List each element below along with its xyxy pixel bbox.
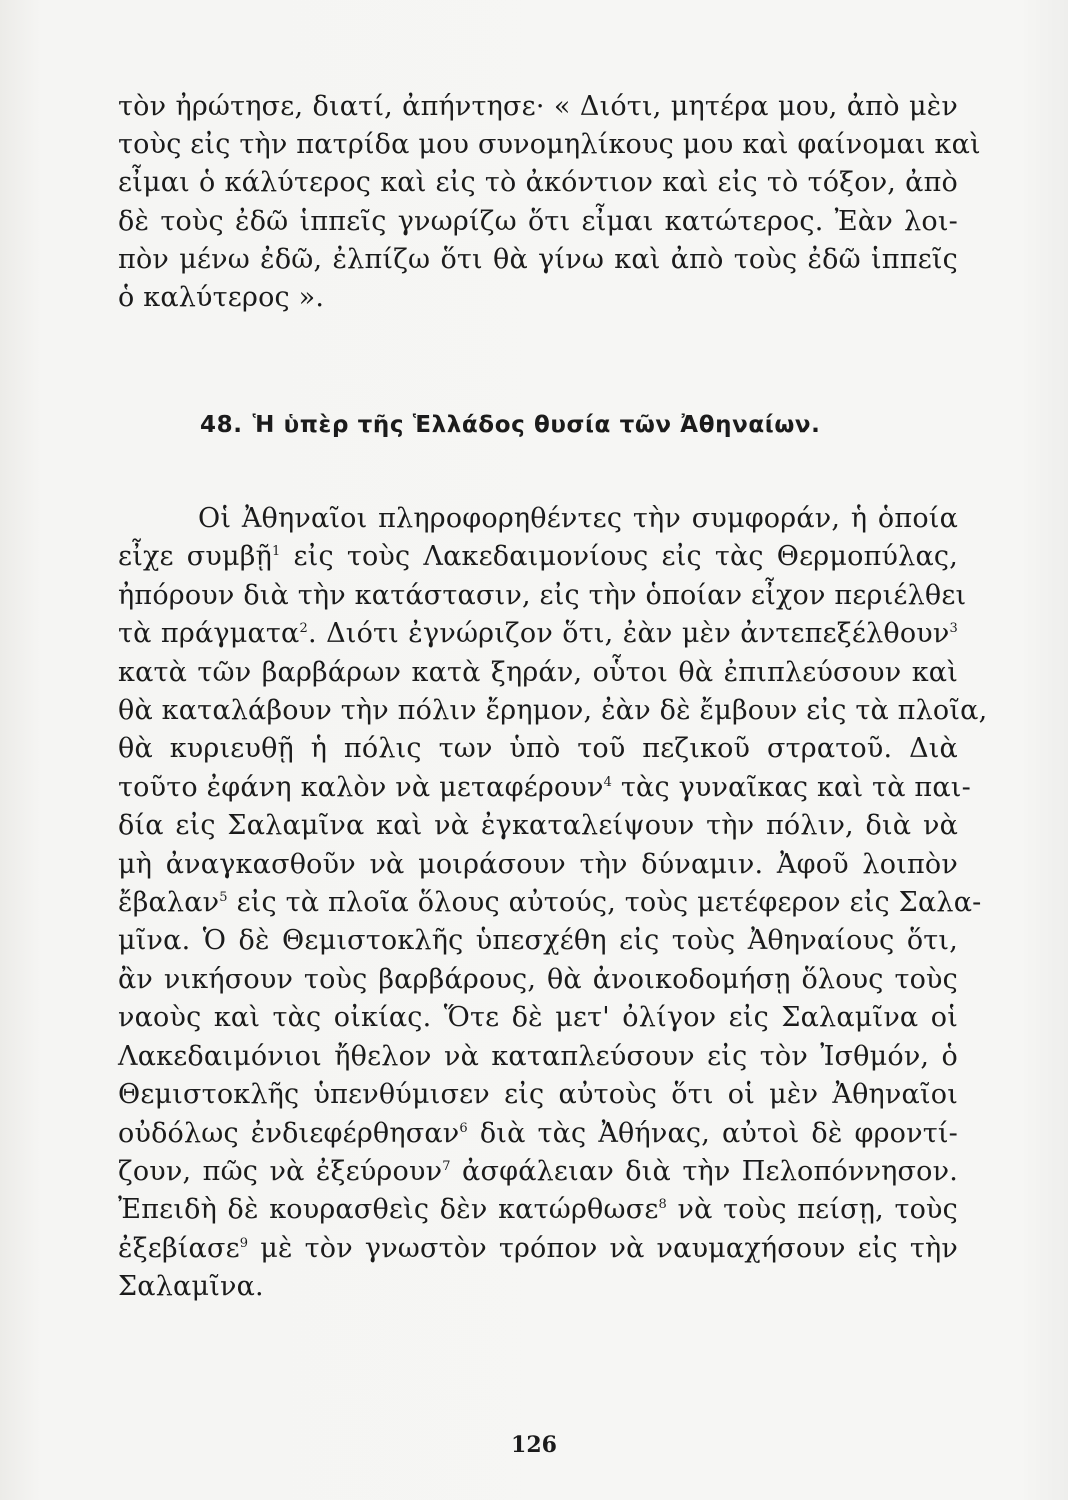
text-line (118, 846, 958, 884)
text-run: μὲ τὸν γνωστὸν τρόπον νὰ ναυμαχήσουν εἰς τὴν (248, 1232, 958, 1264)
footnote-marker: 2 (299, 621, 308, 637)
text-line: τὸν ἠρώτησε, διατί, ἀπήντησε· « Διότι, μητέρα μου, ἀπὸ μὲν (118, 91, 958, 122)
footnote-marker: 6 (459, 1120, 468, 1136)
paragraph-continued (118, 88, 981, 317)
section-title: Ἡ ὑπὲρ τῆς Ἑλλάδος θυσία τῶν Ἀθηναίων. (252, 412, 821, 438)
text-run: Σαλαμῖνα. (118, 1271, 264, 1303)
text-line: εἶμαι ὁ κάλύτερος καὶ εἰς τὸ ἀκόντιον καὶ εἰς τὸ τόξον, ἀπὸ (118, 167, 958, 199)
text-run: ἔβαλαν (118, 887, 220, 919)
text-run: δία εἰς Σαλαμῖνα καὶ νὰ ἐγκαταλείψουν τὴν πόλιν, διὰ νὰ (118, 810, 958, 842)
text-run: θὰ κυριευθῇ ἡ πόλις των ὑπὸ τοῦ πεζικοῦ στρατοῦ. Διὰ (118, 733, 958, 765)
text-run: κατὰ τῶν βαρβάρων κατὰ ξηράν, οὗτοι θὰ ἐπιπλεύσουν καὶ (118, 656, 958, 688)
text-run: Ἐπειδὴ δὲ κουρασθεὶς δὲν κατώρθωσε (118, 1194, 659, 1226)
text-run: ναοὺς καὶ τὰς οἰκίας. Ὅτε δὲ μετ' ὀλίγον εἰς Σαλαμῖνα οἱ (118, 1002, 958, 1034)
text-line (118, 1268, 958, 1306)
text-run: οὐδόλως ἐνδιεφέρθησαν (118, 1117, 460, 1149)
text-run: ἀσφάλειαν διὰ τὴν Πελοπόννησον. (450, 1155, 958, 1187)
text-run: ἠπόρουν διὰ τὴν κατάστασιν, εἰς τὴν ὁποίαν εἶχον περιέλθει (118, 579, 967, 611)
text-run: μῖνα. Ὁ δὲ Θεμιστοκλῆς ὑπεσχέθη εἰς τοὺς Ἀθηναίους ὅτι, (118, 925, 958, 957)
text-line (118, 807, 958, 845)
text-run: Λακεδαιμόνιοι ἤθελον νὰ καταπλεύσουν εἰς τὸν Ἰσθμόν, ὁ (118, 1040, 958, 1072)
text-line (118, 1191, 958, 1229)
text-line: τοὺς εἰς τὴν πατρίδα μου συνομηλίκους μου καὶ φαίνομαι καὶ (118, 129, 981, 161)
text-line (118, 577, 967, 615)
text-line (118, 1230, 958, 1268)
text-run: εἰς τοὺς Λακεδαιμονίους εἰς τὰς Θερμοπύλας, (280, 541, 958, 573)
text-line (118, 654, 958, 692)
page-number: 126 (511, 1432, 557, 1458)
text-line (118, 730, 958, 768)
footnote-marker: 7 (442, 1158, 451, 1174)
text-run: διὰ τὰς Ἀθήνας, αὐτοὶ δὲ φροντί- (467, 1117, 958, 1149)
text-run: θὰ καταλάβουν τὴν πόλιν ἔρημον, ἐὰν δὲ ἔμβουν εἰς τὰ πλοῖα, (118, 695, 988, 727)
text-line (118, 615, 958, 653)
text-run: νὰ τοὺς πείσῃ, τοὺς (667, 1194, 958, 1226)
text-run: εἰς τὰ πλοῖα ὅλους αὐτούς, τοὺς μετέφερον εἰς Σαλα- (227, 887, 982, 919)
footnote-marker: 4 (603, 774, 613, 790)
text-run: Οἱ Ἀθηναῖοι πληροφορηθέντες τὴν συμφοράν, ἡ ὁποία (198, 503, 958, 534)
section-heading (200, 412, 920, 438)
text-run: μὴ ἀναγκασθοῦν νὰ μοιράσουν τὴν δύναμιν. Ἀφοῦ λοιπὸν (118, 848, 958, 880)
text-line (118, 1038, 958, 1076)
text-line (118, 961, 958, 999)
text-line: πὸν μένω ἐδῶ, ἐλπίζω ὅτι θὰ γίνω καὶ ἀπὸ τοὺς ἐδῶ ἱππεῖς (118, 243, 958, 275)
text-line (118, 999, 958, 1037)
footnote-marker: 3 (949, 621, 958, 637)
text-run: τοῦτο ἐφάνη καλὸν νὰ μεταφέρουν (118, 771, 604, 803)
footnote-marker: 9 (239, 1235, 249, 1251)
text-run: τὰ πράγματα (118, 618, 300, 650)
text-line: ὁ καλύτερος ». (118, 282, 325, 314)
text-line (118, 1115, 958, 1153)
text-run: ζουν, πῶς νὰ ἐξεύρουν (118, 1155, 443, 1187)
text-line (118, 538, 958, 576)
text-line (118, 692, 988, 730)
text-line (118, 884, 982, 922)
text-line (118, 922, 958, 960)
footnote-marker: 1 (271, 544, 281, 560)
text-line (118, 500, 958, 538)
section-number: 48. (200, 412, 243, 438)
text-line (118, 1153, 958, 1191)
text-run: Θεμιστοκλῆς ὑπενθύμισεν εἰς αὐτοὺς ὅτι οἱ μὲν Ἀθηναῖοι (118, 1079, 958, 1111)
text-line (118, 769, 971, 807)
section-paragraph (118, 500, 988, 1307)
text-line (118, 1076, 958, 1114)
text-run: ἂν νικήσουν τοὺς βαρβάρους, θὰ ἀνοικοδομήσῃ ὅλους τοὺς (118, 963, 958, 995)
text-run: . Διότι ἐγνώριζον ὅτι, ἐὰν μὲν ἀντεπεξέλθουν (307, 618, 950, 650)
footnote-marker: 5 (219, 890, 228, 906)
text-run: ἐξεβίασε (118, 1232, 240, 1264)
text-run: εἶχε συμβῇ (118, 541, 272, 573)
text-line: δὲ τοὺς ἐδῶ ἱππεῖς γνωρίζω ὅτι εἶμαι κατώτερος. Ἐὰν λοι- (118, 205, 958, 237)
text-run: τὰς γυναῖκας καὶ τὰ παι- (612, 771, 971, 803)
footnote-marker: 8 (658, 1197, 667, 1213)
